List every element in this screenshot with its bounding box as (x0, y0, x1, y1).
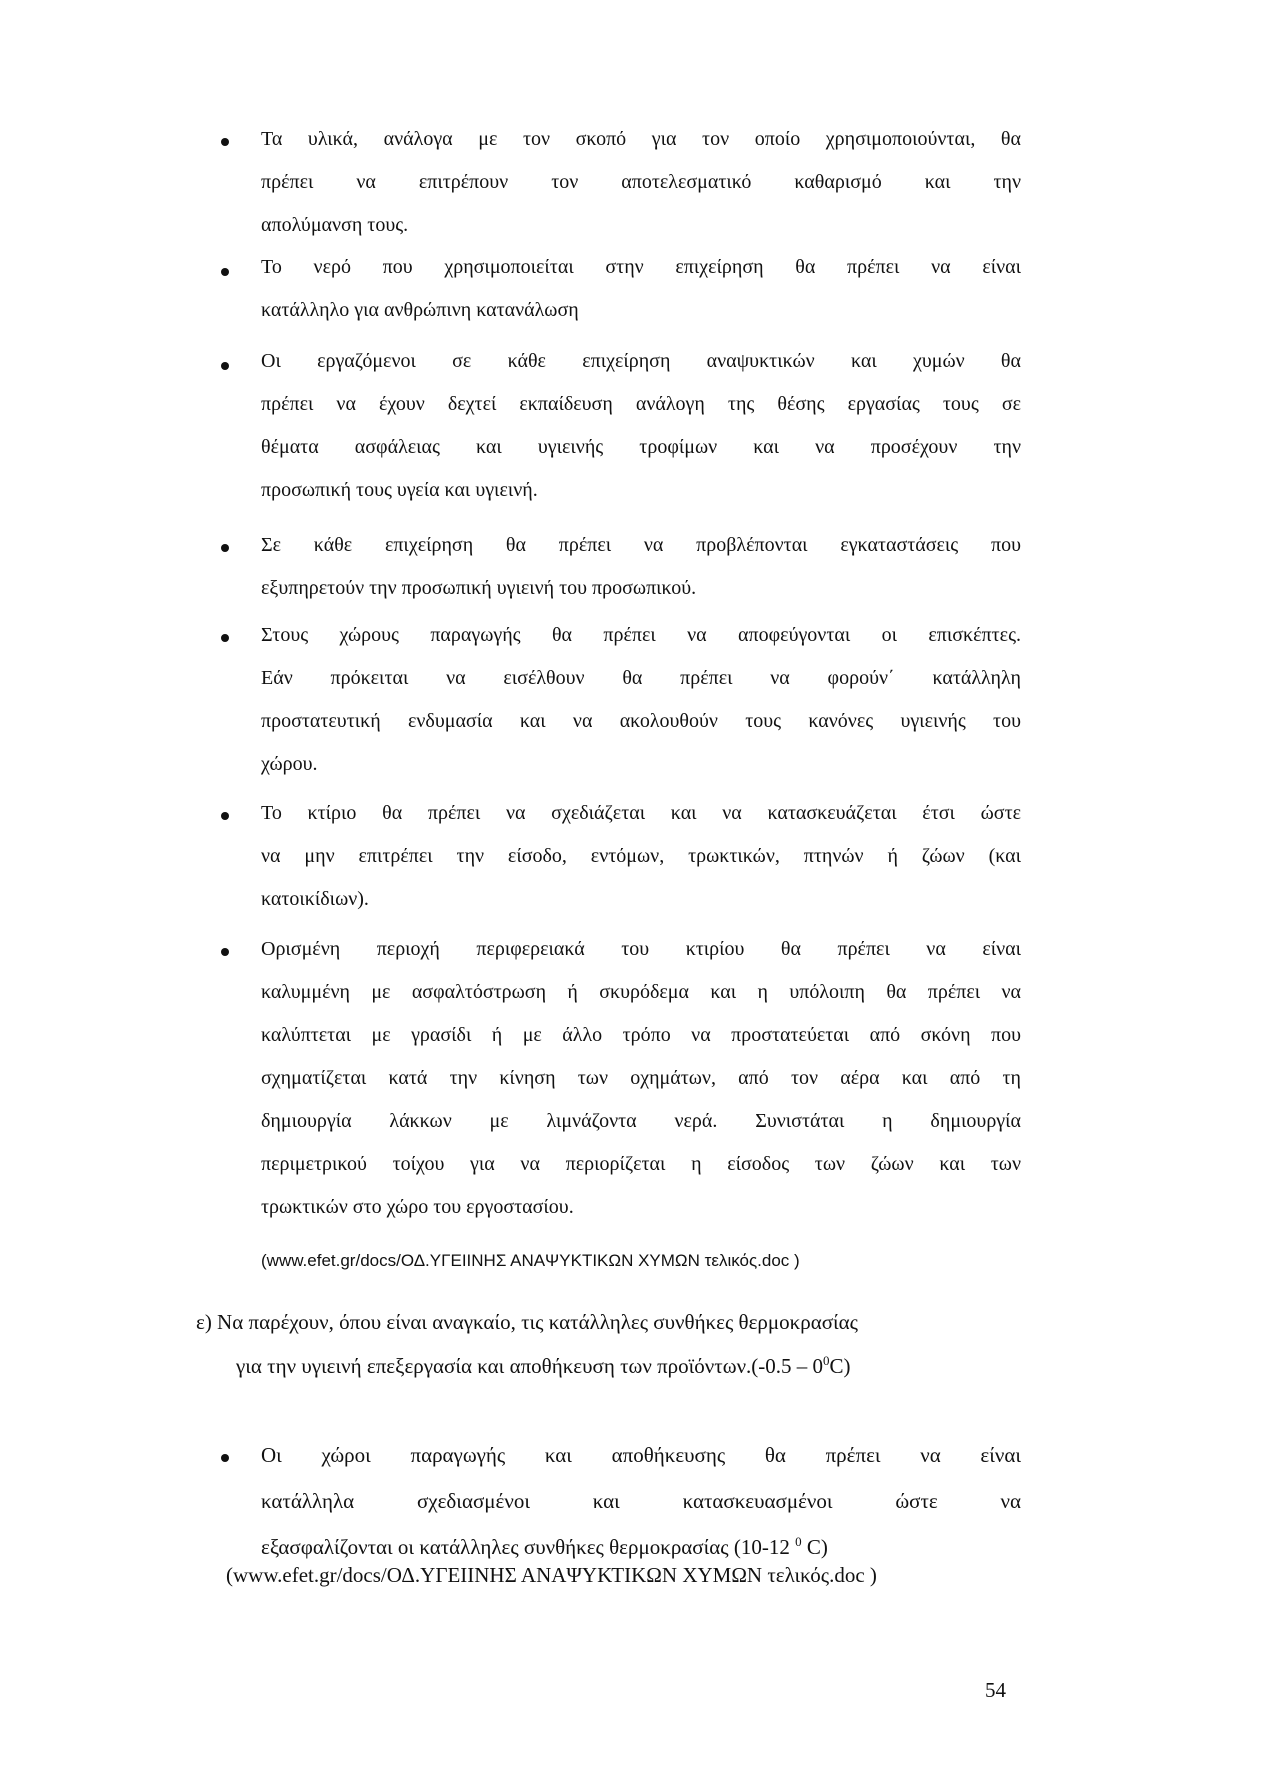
text-line: απολύμανση τους. (261, 214, 409, 236)
text-line: κατάλληλα σχεδιασμένοι και κατασκευασμένοι ώστε να (261, 1489, 1021, 1513)
bullet-text (261, 614, 1021, 786)
text-line: προστατευτική ενδυμασία και να ακολουθούν τους κανόνες υγιεινής του (261, 710, 1021, 732)
bullet-text (261, 118, 1021, 247)
bullet-dot-icon (221, 138, 229, 146)
text-line: προσωπική τους υγεία και υγιεινή. (261, 479, 538, 501)
text-line: χώρου. (261, 753, 318, 775)
bullet-text (261, 928, 1021, 1229)
text-fragment: C) (829, 1354, 851, 1378)
text-line: τρωκτικών στο χώρο του εργοστασίου. (261, 1196, 574, 1218)
text-line: Οι εργαζόμενοι σε κάθε επιχείρηση αναψυκτικών και χυμών θα (261, 350, 1021, 372)
text-line: Το νερό που χρησιμοποιείται στην επιχείρηση θα πρέπει να είναι (261, 256, 1021, 278)
text-line: σχηματίζεται κατά την κίνηση των οχημάτων, από τον αέρα και από τη (261, 1067, 1021, 1089)
text-line: πρέπει να έχουν δεχτεί εκπαίδευση ανάλογη της θέσης εργασίας τους σε (261, 393, 1021, 415)
page-number: 54 (985, 1678, 1006, 1702)
text-line: να μην επιτρέπει την είσοδο, εντόμων, τρωκτικών, πτηνών ή ζώων (και (261, 845, 1021, 867)
text-line: δημιουργία λάκκων με λιμνάζοντα νερά. Συνιστάται η δημιουργία (261, 1110, 1021, 1132)
bullet-dot-icon (221, 948, 229, 956)
text-line: κατοικίδιων). (261, 888, 369, 910)
text-line: Οι χώροι παραγωγής και αποθήκευσης θα πρέπει να είναι (261, 1443, 1021, 1467)
text-line: εξυπηρετούν την προσωπική υγιεινή του προσωπικού. (261, 577, 697, 599)
bullet-dot-icon (221, 1454, 229, 1462)
text-line: περιμετρικού τοίχου για να περιορίζεται η είσοδος των ζώων και των (261, 1153, 1021, 1175)
text-line: ε) Να παρέχουν, όπου είναι αναγκαίο, τις κατάλληλες συνθήκες θερμοκρασίας (196, 1310, 858, 1334)
bullet-text (261, 1432, 1021, 1570)
text-line: Τα υλικά, ανάλογα με τον σκοπό για τον οποίο χρησιμοποιούνται, θα (261, 128, 1021, 150)
text-line (196, 1344, 986, 1388)
text-fragment: εξασφαλίζονται οι κατάλληλες συνθήκες θερμοκρασίας (10-12 (261, 1535, 796, 1559)
text-fragment: C) (801, 1535, 828, 1559)
bullet-text (261, 340, 1021, 512)
text-line: καλύπτεται με γρασίδι ή με άλλο τρόπο να προστατεύεται από σκόνη που (261, 1024, 1021, 1046)
bullet-dot-icon (221, 544, 229, 552)
text-line: θέματα ασφάλειας και υγιεινής τροφίμων και να προσέχουν την (261, 436, 1021, 458)
reference-link-text: (www.efet.gr/docs/ΟΔ.ΥΓΕΙΙΝΗΣ ΑΝΑΨΥΚΤΙΚΩΝ ΧΥΜΩΝ τελικός.doc ) (226, 1563, 877, 1587)
text-line: Ορισμένη περιοχή περιφερειακά του κτιρίου θα πρέπει να είναι (261, 938, 1021, 960)
bullet-dot-icon (221, 362, 229, 370)
superscript: 0 (823, 1353, 830, 1368)
section-e (196, 1300, 986, 1388)
bullet-text (261, 524, 1021, 610)
text-line: Σε κάθε επιχείρηση θα πρέπει να προβλέπονται εγκαταστάσεις που (261, 534, 1021, 556)
text-line: Το κτίριο θα πρέπει να σχεδιάζεται και να κατασκευάζεται έτσι ώστε (261, 802, 1021, 824)
bullet-dot-icon (221, 634, 229, 642)
reference-link-text: (www.efet.gr/docs/ΟΔ.ΥΓΕΙΙΝΗΣ ΑΝΑΨΥΚΤΙΚΩΝ ΧΥΜΩΝ τελικός.doc ) (261, 1251, 800, 1270)
text-line: κατάλληλο για ανθρώπινη κατανάλωση (261, 299, 579, 321)
text-fragment: για την υγιεινή επεξεργασία και αποθήκευση των προϊόντων.(-0.5 – 0 (236, 1354, 824, 1378)
text-line: καλυμμένη με ασφαλτόστρωση ή σκυρόδεμα και η υπόλοιπη θα πρέπει να (261, 981, 1021, 1003)
bullet-text (261, 792, 1021, 921)
bullet-dot-icon (221, 268, 229, 276)
text-line: Εάν πρόκειται να εισέλθουν θα πρέπει να φορούν΄ κατάλληλη (261, 667, 1021, 689)
text-line: πρέπει να επιτρέπουν τον αποτελεσματικό καθαρισμό και την (261, 171, 1021, 193)
text-line: Στους χώρους παραγωγής θα πρέπει να αποφεύγονται οι επισκέπτες. (261, 624, 1021, 646)
bullet-text (261, 246, 1021, 332)
bullet-dot-icon (221, 812, 229, 820)
superscript: 0 (795, 1534, 802, 1549)
